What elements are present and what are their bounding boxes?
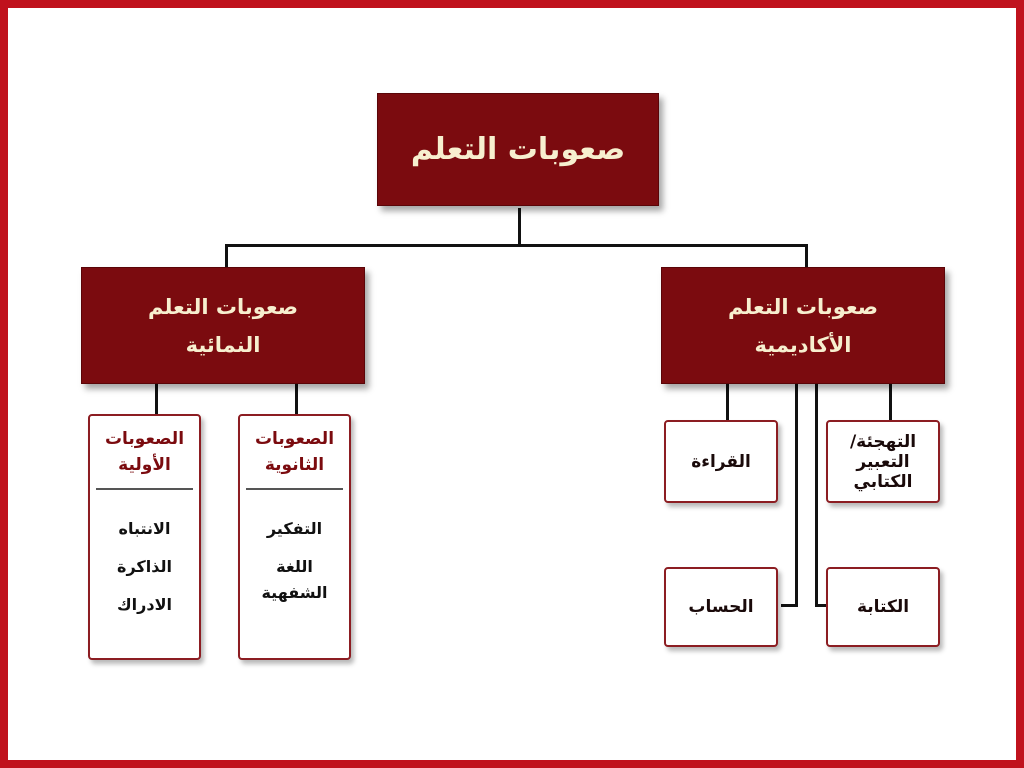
primary-title-line2: الأولية [118, 455, 171, 475]
spelling-line2: التعبير [856, 451, 910, 472]
connector-acad-writing-v [815, 384, 818, 606]
root-node [377, 93, 659, 206]
primary-card-title [90, 416, 199, 480]
connector-acad-math-v [795, 384, 798, 606]
secondary-item: التفكير [266, 519, 323, 538]
spelling-line3: الكتابي [853, 471, 913, 492]
academic-title-line1: صعوبات التعلم [727, 294, 879, 319]
spelling-line1: التهجئة/ [849, 431, 917, 452]
secondary-title-line1: الصعوبات [254, 429, 335, 449]
reading-box [664, 420, 778, 503]
primary-item: الانتباه [118, 519, 171, 538]
developmental-node [81, 267, 365, 384]
academic-node [661, 267, 945, 384]
primary-item: الادراك [117, 595, 172, 614]
math-box [664, 567, 778, 647]
secondary-difficulties-card [238, 414, 351, 660]
reading-label: القراءة [691, 451, 751, 472]
academic-title-line2: الأكاديمية [754, 332, 852, 357]
root-label: صعوبات التعلم [410, 132, 626, 167]
writing-box [826, 567, 940, 647]
connector-top-bar [225, 244, 808, 247]
developmental-title-line2: النمائية [185, 332, 261, 357]
connector-root-down [518, 208, 521, 246]
connector-acad-math-h [781, 604, 798, 607]
primary-title-line1: الصعوبات [104, 429, 185, 449]
primary-card-items [90, 490, 199, 624]
primary-difficulties-card [88, 414, 201, 660]
secondary-item: اللغة الشفهية [261, 557, 328, 602]
primary-item: الذاكرة [117, 557, 172, 576]
writing-label: الكتابة [856, 597, 910, 617]
secondary-card-items [240, 490, 349, 606]
secondary-title-line2: الثانوية [264, 455, 325, 475]
secondary-card-title [240, 416, 349, 480]
spelling-box [826, 420, 940, 503]
developmental-title-line1: صعوبات التعلم [147, 294, 299, 319]
math-label: الحساب [688, 597, 754, 617]
